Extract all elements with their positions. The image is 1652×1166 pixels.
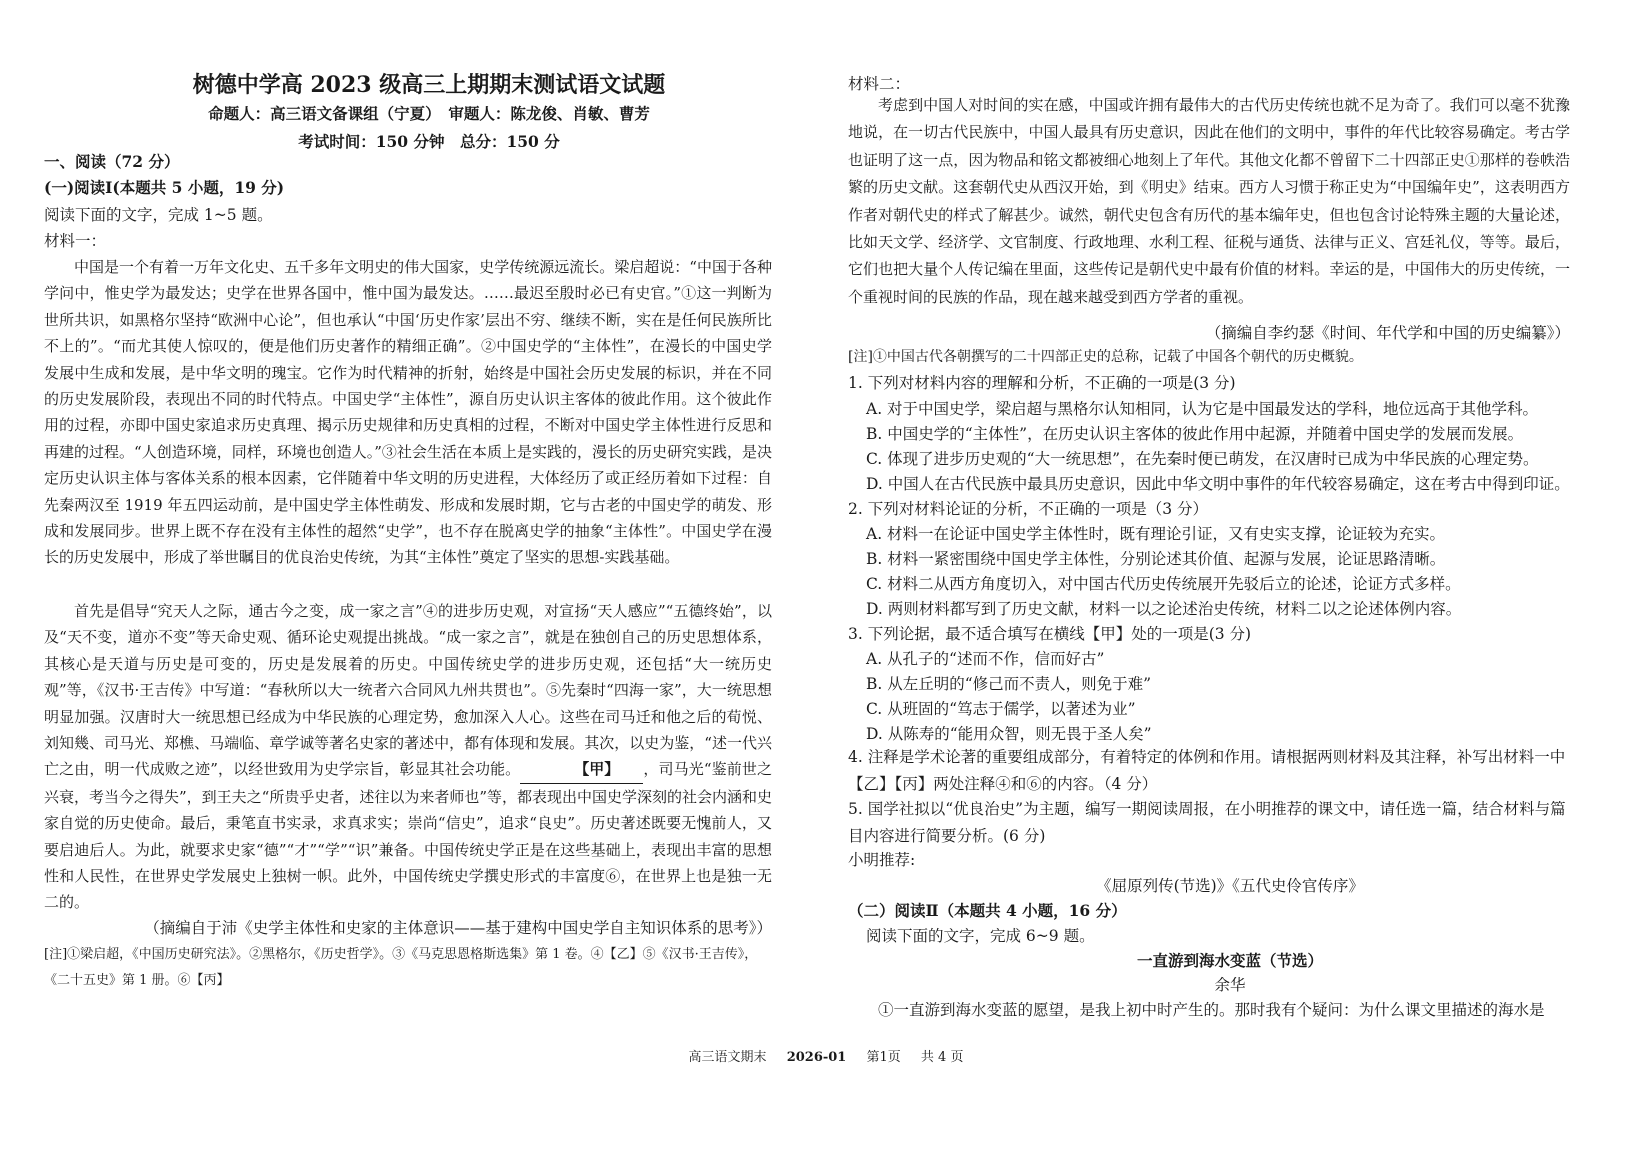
page-title: 树德中学高 2023 级高三上期期末测试语文试题 [192, 72, 666, 98]
material1-label: 材料一： [44, 232, 107, 250]
material1-paragraph-2 [44, 598, 772, 916]
footer-page: 第1页 [866, 1050, 901, 1065]
question-3-option-a: A. 从孔子的“述而不作，信而好古” [866, 650, 1105, 668]
article-title: 一直游到海水变蓝（节选） [1136, 951, 1323, 970]
xiaoming-books: 《屈原列传(节选)》《五代史伶官传序》 [1096, 877, 1364, 895]
footer-total: 共 4 页 [920, 1050, 964, 1065]
question-2-stem: 2. 下列对材料论证的分析，不正确的一项是（3 分） [848, 500, 1209, 518]
exam-info: 考试时间：150 分钟 总分：150 分 [298, 132, 560, 151]
xiaoming-label: 小明推荐: [848, 851, 916, 869]
exam-authors: 命题人：高三语文备课组（宁夏） 审题人：陈龙俊、肖敏、曹芳 [208, 104, 650, 123]
instruction: 阅读下面的文字，完成 1~5 题。 [44, 206, 273, 224]
page-footer [0, 1046, 1652, 1065]
blank-jia: 【甲】 [520, 756, 643, 783]
question-3-stem: 3. 下列论据，最不适合填写在横线【甲】处的一项是(3 分) [848, 625, 1252, 643]
material1-paragraph-1: 中国是一个有着一万年文化史、五千多年文明史的伟大国家，史学传统源远流长。梁启超说：“中国于各种学问中，惟史学为最发达；史学在世界各国中，惟中国为最发达。……最迟至殷时必已有史官。”①这一判断为世所共识，如黑格尔坚持“欧洲中心论”，但也承认“中国‘历史作家’层出不穷、继续不断，实在是任何民族所比不上的”。“而尤其使人惊叹的，便是他们历史著作的精细正确”。②中国史学的“主体性”，在漫长的中国史学发展中生成和发展，是中华文明的瑰宝。它作为时代精神的折射，始终是中国社会历史发展的标识，并在不同的历史发展阶段，表现出不同的时代特点。中国史学“主体性”，源自历史认识主客体的彼此作用。这个彼此作用的过程，亦即中国史家追求历史真理、揭示历史规律和历史真相的过程，不断对中国史学主体性进行反思和再建的过程。“人创造环境，同样，环境也创造人。”③社会生活在本质上是实践的，漫长的历史研究实践，是决定历史认识主体与客体关系的根本因素，它伴随着中华文明的历史进程，大体经历了或正经历着如下过程：自先秦两汉至 1919 年五四运动前，是中国史学主体性萌发、形成和发展时期，它与古老的中国史学的萌发、形成和发展同步。世界上既不存在没有主体性的超然“史学”，也不存在脱离史学的抽象“主体性”。中国史学在漫长的历史发展中，形成了举世瞩目的优良治史传统，为其“主体性”奠定了坚实的思想-实践基础。 [44, 258, 772, 567]
material1-note: [注]①梁启超，《中国历史研究法》。②黑格尔，《历史哲学》。③《马克思恩格斯选集》第 1 卷。④【乙】⑤《汉书·王吉传》，《二十五史》第 1 册。⑥【丙】 [44, 947, 758, 988]
article-author: 余华 [1214, 976, 1246, 994]
question-1-option-c: C. 体现了进步历史观的“大一统思想”，在先秦时便已萌发，在汉唐时已成为中华民族的心理定势。 [866, 450, 1539, 468]
footer-date: 2026-01 [786, 1050, 847, 1065]
article-paragraph-1: ①一直游到海水变蓝的愿望，是我上初中时产生的。那时我有个疑问：为什么课文里描述的海水是 [878, 1001, 1545, 1019]
question-1-option-a: A. 对于中国史学，梁启超与黑格尔认知相同，认为它是中国最发达的学科，地位远高于其他学科。 [866, 400, 1539, 418]
question-1-stem: 1. 下列对材料内容的理解和分析，不正确的一项是(3 分) [848, 374, 1236, 392]
material2-label: 材料二： [848, 75, 911, 93]
sub-section-heading: (一)阅读Ⅰ(本题共 5 小题，19 分) [44, 178, 285, 197]
question-5: 5. 国学社拟以“优良治史”为主题，编写一期阅读周报，在小明推荐的课文中，请任选一篇，结合材料与篇目内容进行简要分析。(6 分) [848, 800, 1566, 845]
section-heading: 一、阅读（72 分） [44, 152, 180, 171]
question-2-option-b: B. 材料一紧密围绕中国史学主体性，分别论述其价值、起源与发展，论证思路清晰。 [866, 550, 1446, 568]
section2-heading: （二）阅读Ⅱ（本题共 4 小题，16 分） [848, 901, 1127, 920]
material1-source: （摘编自于沛《史学主体性和史家的主体意识——基于建构中国史学自主知识体系的思考》） [144, 919, 772, 937]
paragraph-2-part-b: ，司马光“鉴前世之兴衰，考当今之得失”，到王夫之“所贵乎史者，述往以为来者师也”等，都表现出中国史学深刻的社会内涵和史家自觉的历史使命。最后，秉笔直书实录，求真求实；崇尚“信史”，追求“良史”。历史著述既要无愧前人，又要启迪后人。为此，就要求史家“德”“才”“学”“识”兼备。中国传统史学正是在这些基础上，表现出丰富的思想性和人民性，在世界史学发展史上独树一帜。此外，中国传统史学撰史形式的丰富度⑥，在世界上也是独一无二的。 [44, 760, 773, 912]
material2-note: [注]①中国古代各朝撰写的二十四部正史的总称，记载了中国各个朝代的历史概貌。 [848, 349, 1363, 365]
question-3-option-d: D. 从陈寿的“能用众智，则无畏于圣人矣” [866, 725, 1152, 743]
footer-subject: 高三语文期末 [688, 1050, 767, 1065]
question-3-option-c: C. 从班固的“笃志于儒学，以著述为业” [866, 700, 1136, 718]
material2-source: （摘编自李约瑟《时间、年代学和中国的历史编纂》） [1205, 324, 1570, 342]
question-4: 4. 注释是学术论著的重要组成部分，有着特定的体例和作用。请根据两则材料及其注释，补写出材料一中【乙】【丙】两处注释④和⑥的内容。（4 分） [848, 748, 1566, 793]
question-2-option-c: C. 材料二从西方角度切入，对中国古代历史传统展开先驳后立的论述，论证方式多样。 [866, 575, 1461, 593]
section2-instruction: 阅读下面的文字，完成 6~9 题。 [866, 927, 1095, 945]
material2-paragraph: 考虑到中国人对时间的实在感，中国或许拥有最伟大的古代历史传统也就不足为奇了。我们可以毫不犹豫地说，在一切古代民族中，中国人最具有历史意识，因此在他们的文明中，事件的年代比较容易确定。考古学也证明了这一点，因为物品和铭文都被细心地刻上了年代。其他文化都不曾留下二十四部正史①那样的卷帙浩繁的历史文献。这套朝代史从西汉开始，到《明史》结束。西方人习惯于称正史为“中国编年史”，这表明西方作者对朝代史的样式了解甚少。诚然，朝代史包含有历代的基本编年史，但也包含讨论特殊主题的大量论述，比如天文学、经济学、文官制度、行政地理、水利工程、征税与通货、法律与正义、宫廷礼仪，等等。最后，它们也把大量个人传记编在里面，这些传记是朝代史中最有价值的材料。幸运的是，中国伟大的历史传统，一个重视时间的民族的作品，现在越来越受到西方学者的重视。 [848, 96, 1570, 306]
question-2-option-d: D. 两则材料都写到了历史文献，材料一以之论述治史传统，材料二以之论述体例内容。 [866, 600, 1462, 618]
question-1-option-d: D. 中国人在古代民族中最具历史意识，因此中华文明中事件的年代较容易确定，这在考古中得到印证。 [866, 475, 1570, 493]
paragraph-2-part-a: 首先是倡导“究天人之际，通古今之变，成一家之言”④的进步历史观，对宣扬“天人感应”“五德终始”，以及“天不变，道亦不变”等天命史观、循环论史观提出挑战。“成一家之言”，就是在独创自己的历史思想体系，其核心是天道与历史是可变的，历史是发展着的历史。中国传统史学的进步历史观，还包括“大一统历史观”等，《汉书·王吉传》中写道：“春秋所以大一统者六合同风九州共贯也”。⑤先秦时“四海一家”，大一统思想明显加强。汉唐时大一统思想已经成为中华民族的心理定势，愈加深入人心。这些在司马迁和他之后的荀悦、刘知幾、司马光、郑樵、马端临、章学诚等著名史家的著述中，都有体现和发展。其次，以史为鉴，“述一代兴亡之由，明一代成败之迹”，以经世致用为史学宗旨，彰显其社会功能。 [44, 602, 772, 779]
question-1-option-b: B. 中国史学的“主体性”，在历史认识主客体的彼此作用中起源，并随着中国史学的发展而发展。 [866, 425, 1524, 443]
question-2-option-a: A. 材料一在论证中国史学主体性时，既有理论引证，又有史实支撑，论证较为充实。 [866, 525, 1446, 543]
question-3-option-b: B. 从左丘明的“修己而不责人，则免于难” [866, 675, 1152, 693]
